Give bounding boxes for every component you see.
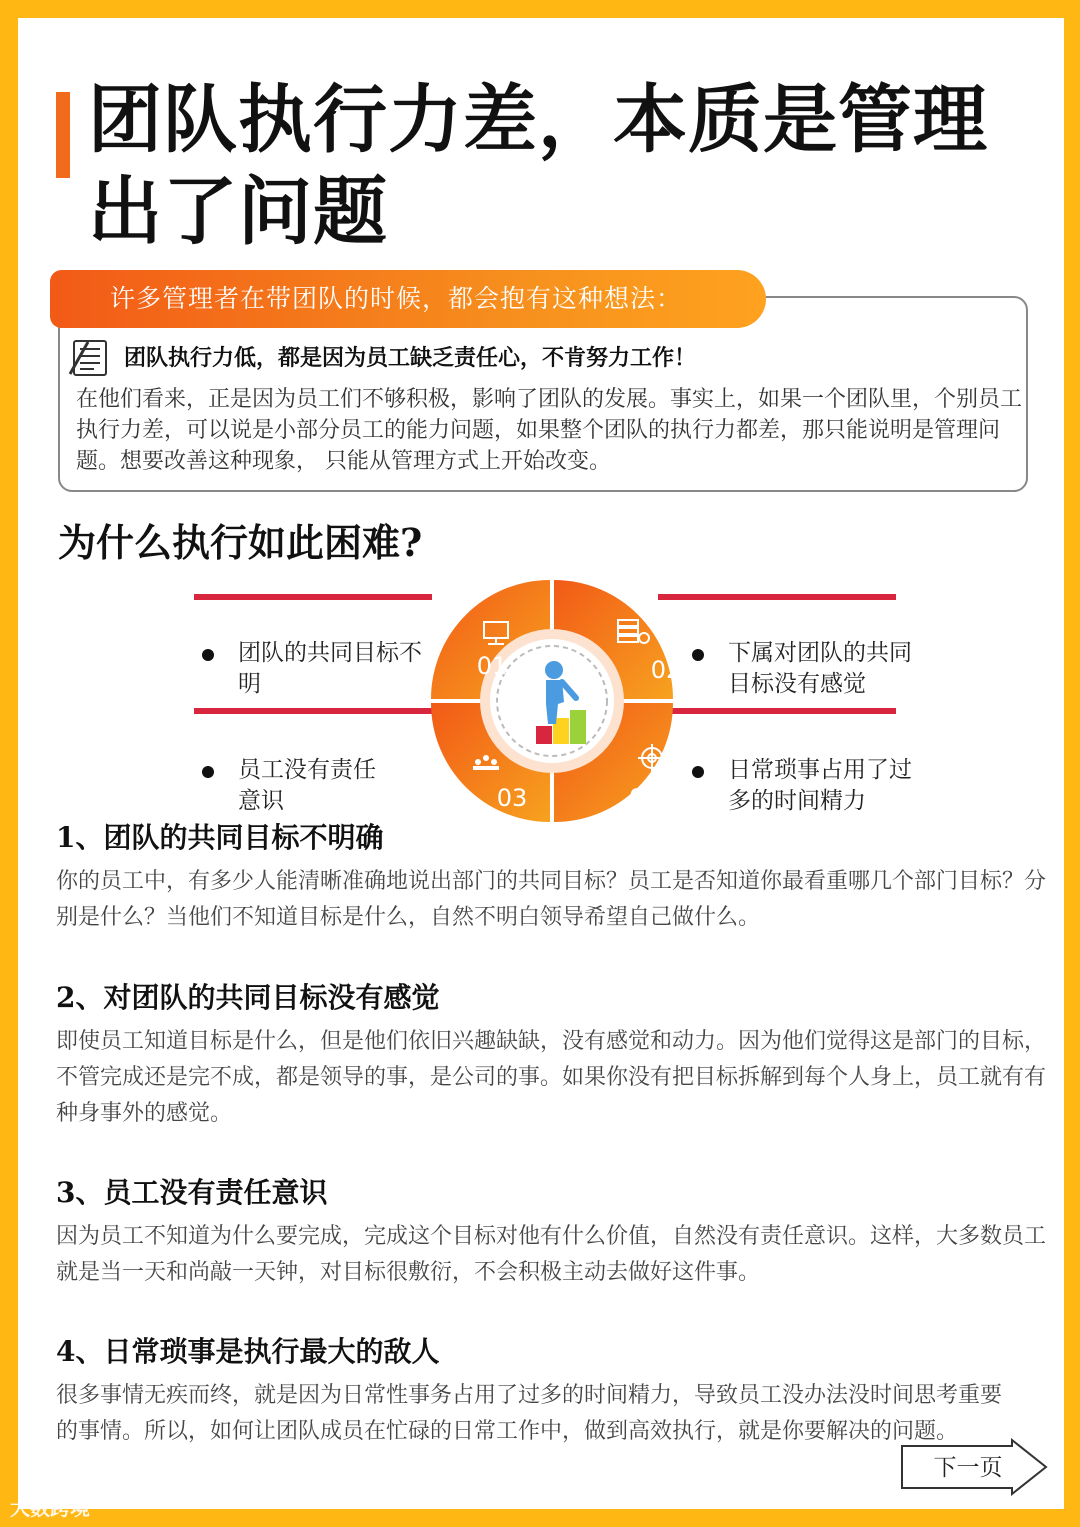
quadrant-num-02: 02: [650, 656, 682, 684]
bullet-dot: [202, 649, 214, 661]
diagram-item-1: 团队的共同目标不明: [238, 640, 422, 697]
next-page-label[interactable]: 下一页: [933, 1455, 1003, 1481]
quadrant-num-04: 04: [628, 784, 660, 812]
divider-line: [194, 708, 432, 714]
point-4: [56, 1332, 1046, 1450]
divider-line: [658, 594, 896, 600]
section-heading: 为什么执行如此困难?: [58, 520, 423, 565]
title-accent-bar: [56, 92, 70, 178]
divider-line: [658, 708, 896, 714]
intro-banner: 许多管理者在带团队的时候，都会抱有这种想法：: [50, 270, 766, 328]
quadrant-circle: [422, 578, 682, 828]
page-title: 团队执行力差，本质是管理出了问题: [88, 77, 988, 255]
point-title: 2、对团队的共同目标没有感觉: [56, 981, 440, 1014]
point-2: [56, 978, 1046, 1132]
bullet-dot: [692, 766, 704, 778]
watermark: 大数跨境: [10, 1496, 90, 1520]
reasons-diagram: [18, 578, 1064, 828]
quadrant-num-03: 03: [496, 784, 528, 812]
point-title: 3、员工没有责任意识: [56, 1176, 328, 1209]
document-list-icon: [68, 338, 114, 378]
point-title: 4、日常琐事是执行最大的敌人: [56, 1335, 440, 1368]
point-1: [56, 818, 1046, 936]
point-text: 很多事情无疾而终，就是因为日常性事务占用了过多的时间精力，导致员工没办法没时间思考重要的事情。所以，如何让团队成员在忙碌的日常工作中，做到高效执行，就是你要解决的问题。: [56, 1383, 1003, 1444]
quadrant-num-01: 01: [476, 652, 508, 680]
point-title: 1、团队的共同目标不明确: [56, 821, 384, 854]
intro-text: 在他们看来，正是因为员工们不够积极，影响了团队的发展。事实上，如果一个团队里，个别员工执行力差，可以说是小部分员工的能力问题，如果整个团队的执行力都差，那只能说明是管理问题。想要改善这种现象， 只能从管理方式上开始改变。: [76, 387, 1023, 474]
page-card: [18, 18, 1064, 1509]
point-3: [56, 1173, 1046, 1291]
bullet-dot: [202, 766, 214, 778]
bullet-dot: [692, 649, 704, 661]
divider-line: [194, 594, 432, 600]
diagram-item-2: 下属对团队的共同目标没有感觉: [728, 640, 912, 697]
point-text: 因为员工不知道为什么要完成，完成这个目标对他有什么价值，自然没有责任意识。这样，大多数员工就是当一天和尚敲一天钟，对目标很敷衍，不会积极主动去做好这件事。: [56, 1224, 1047, 1285]
diagram-item-3: 员工没有责任意识: [238, 757, 376, 814]
diagram-item-4: 日常琐事占用了过多的时间精力: [728, 757, 912, 814]
point-text: 即使员工知道目标是什么，但是他们依旧兴趣缺缺，没有感觉和动力。因为他们觉得这是部门的目标，不管完成还是完不成，都是领导的事，是公司的事。如果你没有把目标拆解到每个人身上，员工就有有种身事外的感觉。: [56, 1029, 1047, 1126]
point-text: 你的员工中，有多少人能清晰准确地说出部门的共同目标？员工是否知道你最看重哪几个部门目标？分别是什么？当他们不知道目标是什么，自然不明白领导希望自己做什么。: [56, 869, 1047, 930]
intro-heading: 团队执行力低，都是因为员工缺乏责任心，不肯努力工作！: [124, 346, 697, 371]
